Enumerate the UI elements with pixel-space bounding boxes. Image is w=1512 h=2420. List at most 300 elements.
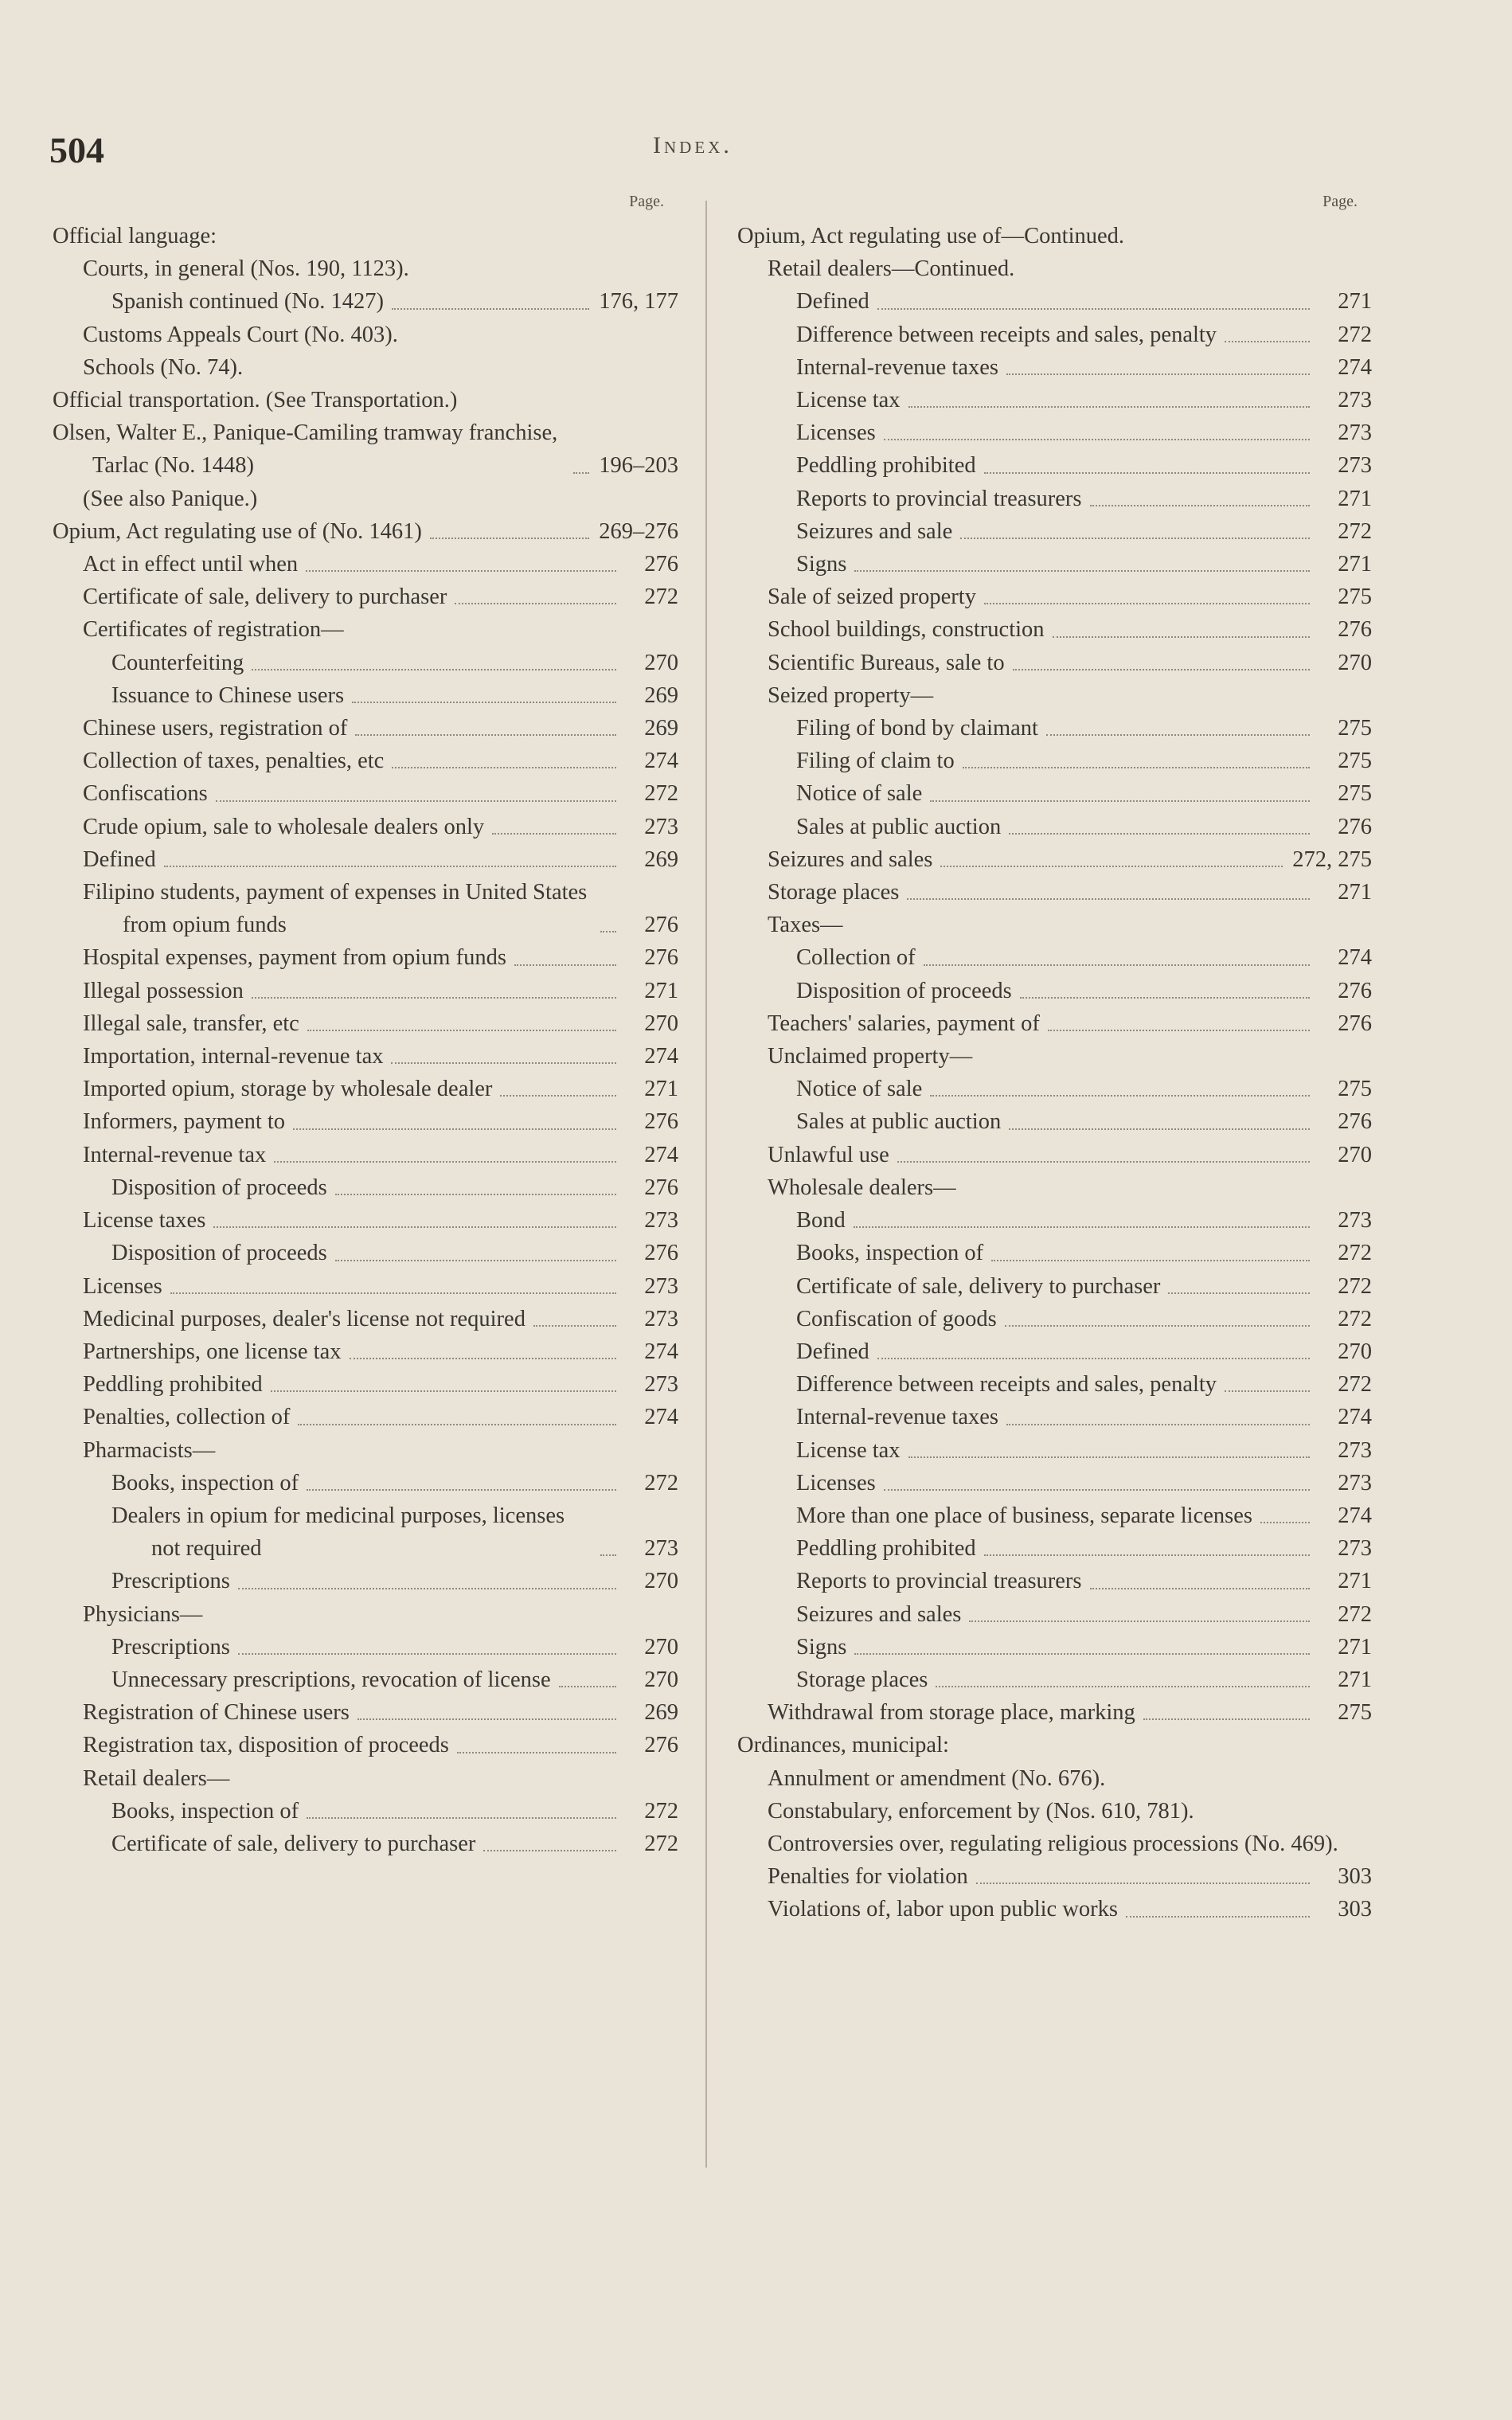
index-entry-text: Notice of sale: [796, 781, 923, 807]
dot-leader: [170, 1292, 616, 1294]
index-entry-text: More than one place of business, separate licenses: [796, 1503, 1252, 1528]
index-entry-text: License tax: [796, 1437, 901, 1463]
index-entry-page: 276: [644, 1109, 678, 1135]
index-entry-text: Prescriptions: [111, 1569, 230, 1594]
index-entry-page: 196–203: [599, 453, 678, 479]
index-entry-page: 272: [1338, 1306, 1372, 1331]
index-entry: [53, 1729, 678, 1761]
index-entry-page: 274: [1338, 354, 1372, 380]
index-entry-page: 303: [1338, 1897, 1372, 1922]
index-entry-text: Physicians—: [83, 1601, 203, 1627]
index-entry-text: Illegal sale, transfer, etc: [83, 1011, 299, 1036]
index-entry: [737, 811, 1372, 843]
index-entry-text: Notice of sale: [796, 1077, 923, 1102]
index-entry-page: 269: [644, 682, 678, 708]
index-entry-text: Withdrawal from storage place, marking: [768, 1700, 1135, 1726]
index-entry-page: 274: [644, 1339, 678, 1364]
index-entry-text: Internal-revenue taxes: [796, 1405, 998, 1430]
dot-leader: [492, 833, 616, 835]
index-entry: [53, 1401, 678, 1433]
index-entry-text: Ordinances, municipal:: [737, 1733, 949, 1758]
index-entry: [737, 941, 1372, 974]
index-entry-text: Customs Appeals Court (No. 403).: [83, 322, 398, 347]
index-entry-text: Official language:: [53, 224, 217, 248]
dot-leader: [1225, 1390, 1310, 1392]
index-entry-page: 271: [1338, 486, 1372, 511]
dot-leader: [455, 603, 616, 604]
dot-leader: [293, 1128, 616, 1130]
index-entry-page: 276: [1338, 617, 1372, 643]
index-entry: [737, 548, 1372, 581]
index-entry-text: Sales at public auction: [796, 814, 1002, 839]
dot-leader: [352, 702, 616, 703]
index-entry-text: Collection of: [796, 945, 916, 971]
index-entry: [737, 1532, 1372, 1565]
dot-leader: [252, 669, 616, 670]
index-entry-text: Peddling prohibited: [83, 1372, 263, 1398]
index-entry-text: Seizures and sales: [796, 1601, 962, 1627]
index-entry-page: 271: [1338, 880, 1372, 905]
dot-leader: [884, 439, 1310, 440]
page-column-label: Page.: [1323, 193, 1358, 210]
index-entry-text: Storage places: [796, 1667, 928, 1692]
index-column-right: [737, 193, 1372, 1926]
index-entry-page: 276: [1338, 978, 1372, 1003]
dot-leader: [271, 1390, 616, 1392]
index-entry-text: Act in effect until when: [83, 552, 299, 577]
index-entry-page: 275: [1338, 781, 1372, 807]
index-entry-page: 274: [644, 1142, 678, 1167]
dot-leader: [307, 1030, 616, 1031]
dot-leader: [1005, 1325, 1310, 1327]
index-entry: [53, 1040, 678, 1073]
dot-leader: [1048, 1030, 1310, 1031]
index-entry-text: Scientific Bureaus, sale to: [768, 650, 1005, 675]
dot-leader: [307, 1489, 616, 1491]
dot-leader: [533, 1325, 616, 1327]
index-entry-page: 275: [1338, 749, 1372, 774]
dot-leader: [274, 1161, 616, 1163]
dot-leader: [930, 1095, 1310, 1097]
index-entry: [737, 1664, 1372, 1696]
index-entry-text: Wholesale dealers—: [768, 1175, 956, 1200]
index-entry: [737, 909, 1372, 941]
index-entry-page: 276: [644, 913, 678, 938]
index-entry: [53, 351, 678, 384]
index-entry: [737, 1696, 1372, 1729]
index-entry-text: Importation, internal-revenue tax: [83, 1044, 384, 1069]
index-entry-text: Confiscations: [83, 781, 208, 807]
index-entry: [737, 351, 1372, 384]
index-entry-text: Opium, Act regulating use of (No. 1461): [53, 518, 422, 544]
index-entry-page: 273: [644, 1208, 678, 1233]
index-entry: [53, 1762, 678, 1795]
index-entry-text: Defined: [796, 1339, 869, 1364]
index-entry: [53, 1664, 678, 1696]
index-entry-page: 272: [644, 1470, 678, 1495]
index-entry: [53, 285, 678, 318]
index-entry-text: Dealers in opium for medicinal purposes, licenses not required: [111, 1503, 565, 1562]
index-entry: [737, 1795, 1372, 1828]
index-entry-page: 275: [1338, 1077, 1372, 1102]
dot-leader: [1126, 1916, 1310, 1918]
index-entry: [737, 1762, 1372, 1795]
index-entry: [53, 1139, 678, 1171]
index-entry-text: Illegal possession: [83, 978, 244, 1003]
index-entry-page: 275: [1338, 1700, 1372, 1726]
index-entry-text: Reports to provincial treasurers: [796, 486, 1082, 511]
index-entry-page: 274: [1338, 1503, 1372, 1528]
index-entry-text: Unnecessary prescriptions, revocation of license: [111, 1667, 551, 1692]
index-entry-text: Official transportation. (See Transportation.): [53, 388, 458, 413]
dot-leader: [216, 800, 616, 802]
index-entry-text: Registration tax, disposition of proceeds: [83, 1733, 449, 1758]
index-entry-text: Sales at public auction: [796, 1109, 1002, 1135]
index-entry-page: 273: [1338, 1536, 1372, 1562]
index-entry: [53, 1303, 678, 1335]
index-entry-page: 276: [644, 1241, 678, 1266]
index-entry-page: 271: [1338, 1569, 1372, 1594]
index-entry: [737, 1631, 1372, 1664]
index-entry: [53, 1696, 678, 1729]
dot-leader: [1090, 1588, 1310, 1589]
index-entry-text: Bond: [796, 1208, 846, 1233]
dot-leader: [897, 1161, 1310, 1163]
index-entry: [737, 1105, 1372, 1138]
index-entry: [53, 1368, 678, 1401]
index-entry-text: Teachers' salaries, payment of: [768, 1011, 1040, 1036]
index-entry-text: Unlawful use: [768, 1142, 889, 1167]
index-entry-page: 272: [1338, 518, 1372, 544]
index-entry-text: Certificate of sale, delivery to purchaser: [796, 1273, 1161, 1299]
index-entry-page: 272: [644, 584, 678, 610]
index-entry: [53, 1828, 678, 1860]
index-entry: [737, 876, 1372, 909]
index-entry-text: Constabulary, enforcement by (Nos. 610, 781).: [768, 1798, 1194, 1824]
dot-leader: [430, 538, 589, 539]
index-entry: [737, 1368, 1372, 1401]
index-entry: [737, 1729, 1372, 1761]
index-entry-page: 272, 275: [1292, 846, 1372, 872]
dot-leader: [1046, 734, 1310, 736]
index-entry: [53, 811, 678, 843]
index-entry-page: 273: [1338, 1470, 1372, 1495]
index-entry-text: Annulment or amendment (No. 676).: [768, 1765, 1106, 1791]
index-entry: [737, 1598, 1372, 1631]
index-entry-page: 273: [1338, 1437, 1372, 1463]
index-entry: [53, 843, 678, 876]
index-entry: [737, 1467, 1372, 1499]
index-entry-text: Disposition of proceeds: [111, 1175, 327, 1200]
index-entry-text: Disposition of proceeds: [111, 1241, 327, 1266]
index-entry-page: 273: [644, 1306, 678, 1331]
dot-leader: [960, 538, 1310, 539]
index-entry: [53, 613, 678, 646]
index-entry-text: Certificate of sale, delivery to purchaser: [111, 1831, 476, 1856]
dot-leader: [335, 1260, 616, 1261]
index-entry-page: 272: [644, 1831, 678, 1856]
dot-leader: [357, 1718, 616, 1720]
index-entry: [737, 712, 1372, 745]
index-entry-text: School buildings, construction: [768, 617, 1045, 643]
index-entry-text: Controversies over, regulating religious processions (No. 469).: [768, 1831, 1338, 1856]
index-entry-text: Disposition of proceeds: [796, 978, 1012, 1003]
index-entry-page: 272: [1338, 1273, 1372, 1299]
index-entry: [53, 548, 678, 581]
index-entry-text: Schools (No. 74).: [83, 354, 244, 380]
index-entry: [737, 1335, 1372, 1368]
index-entry-page: 269: [644, 716, 678, 741]
index-entry-page: 274: [644, 1044, 678, 1069]
dot-leader: [298, 1424, 616, 1425]
index-entry-text: Crude opium, sale to wholesale dealers only: [83, 814, 485, 839]
index-entry: [737, 1499, 1372, 1532]
index-entry-text: Difference between receipts and sales, penalty: [796, 1372, 1217, 1398]
index-entry: [737, 613, 1372, 646]
index-entry: [53, 1237, 678, 1269]
index-entry-page: 273: [644, 1372, 678, 1398]
dot-leader: [924, 964, 1310, 966]
dot-leader: [1009, 833, 1310, 835]
index-entry-text: Filing of bond by claimant: [796, 716, 1038, 741]
index-entry-page: 272: [644, 1798, 678, 1824]
index-entry-page: 269: [644, 846, 678, 872]
dot-leader: [991, 1260, 1310, 1261]
index-entry-text: Difference between receipts and sales, penalty: [796, 322, 1217, 347]
index-entry-page: 273: [1338, 453, 1372, 479]
index-entry: [737, 220, 1372, 252]
dot-leader: [907, 898, 1310, 900]
index-entry-page: 270: [644, 650, 678, 675]
index-entry-page: 176, 177: [599, 289, 678, 315]
index-entry: [737, 1007, 1372, 1040]
index-entry: [53, 483, 678, 515]
index-entry: [53, 1565, 678, 1597]
index-entry-page: 276: [644, 945, 678, 971]
index-entry-text: Informers, payment to: [83, 1109, 286, 1135]
index-entry-text: Reports to provincial treasurers: [796, 1569, 1082, 1594]
dot-leader: [164, 866, 616, 867]
index-entry-text: Licenses: [796, 420, 876, 446]
index-entry: [737, 1893, 1372, 1925]
index-entry-page: 272: [1338, 322, 1372, 347]
index-entry-page: 276: [644, 552, 678, 577]
index-entry: [53, 1631, 678, 1664]
dot-leader: [940, 866, 1283, 867]
index-entry-text: Defined: [796, 289, 869, 315]
index-entry: [53, 1598, 678, 1631]
index-entry-text: Licenses: [83, 1273, 162, 1299]
index-entry: [53, 1007, 678, 1040]
dot-leader: [307, 1817, 616, 1819]
index-entry: [737, 745, 1372, 777]
index-entry: [737, 252, 1372, 285]
index-entry: [737, 449, 1372, 482]
index-entry-text: Signs: [796, 552, 847, 577]
index-entry: [53, 1270, 678, 1303]
index-entry: [53, 679, 678, 712]
dot-leader: [335, 1194, 616, 1195]
dot-leader: [854, 570, 1310, 572]
index-entry-text: Imported opium, storage by wholesale dealer: [83, 1077, 493, 1102]
index-entry-text: Counterfeiting: [111, 650, 244, 675]
index-entry-page: 273: [644, 814, 678, 839]
dot-leader: [252, 997, 616, 999]
index-entry: [737, 1270, 1372, 1303]
dot-leader: [930, 800, 1310, 802]
index-entry: [53, 1499, 678, 1565]
dot-leader: [936, 1686, 1310, 1687]
index-column-left: [53, 193, 678, 1860]
index-entry-page: 272: [1338, 1601, 1372, 1627]
index-entry: [737, 975, 1372, 1007]
index-entry-page: 271: [1338, 289, 1372, 315]
index-entry-page: 273: [644, 1273, 678, 1299]
dot-leader: [483, 1850, 616, 1851]
index-entry: [737, 515, 1372, 548]
index-entry-text: Peddling prohibited: [796, 1536, 976, 1562]
index-entry-text: Seizures and sales: [768, 846, 933, 872]
index-entry: [737, 1204, 1372, 1237]
index-entry-text: Filipino students, payment of expenses in United States from opium funds: [83, 880, 588, 938]
dot-leader: [1013, 669, 1310, 670]
running-title: Index.: [653, 132, 733, 158]
index-entry: [737, 1565, 1372, 1597]
index-entry-page: 272: [1338, 1372, 1372, 1398]
dot-leader: [1260, 1522, 1310, 1523]
index-entry-text: Seized property—: [768, 682, 934, 708]
column-divider: [705, 201, 707, 2168]
index-entry-text: Peddling prohibited: [796, 453, 976, 479]
index-entry-text: Chinese users, registration of: [83, 716, 348, 741]
dot-leader: [350, 1358, 617, 1359]
dot-leader: [600, 1554, 616, 1556]
dot-leader: [306, 570, 616, 572]
index-entry: [53, 220, 678, 252]
index-entry: [737, 319, 1372, 351]
index-entry: [737, 581, 1372, 613]
dot-leader: [984, 1554, 1310, 1556]
index-entry-page: 273: [1338, 1208, 1372, 1233]
index-entry: [53, 1204, 678, 1237]
index-entry: [53, 1795, 678, 1828]
index-entry-page: 270: [644, 1011, 678, 1036]
index-entry-page: 275: [1338, 716, 1372, 741]
index-entry: [53, 1073, 678, 1105]
dot-leader: [559, 1686, 616, 1687]
index-entry-text: Internal-revenue tax: [83, 1142, 267, 1167]
index-entry: [53, 319, 678, 351]
dot-leader: [1009, 1128, 1310, 1130]
index-entry-page: 276: [644, 1175, 678, 1200]
index-entry-page: 276: [1338, 814, 1372, 839]
index-entry-page: 272: [644, 781, 678, 807]
dot-leader: [1006, 1424, 1310, 1425]
index-entry-text: Internal-revenue taxes: [796, 354, 998, 380]
dot-leader: [514, 964, 616, 966]
index-entry: [53, 1105, 678, 1138]
index-entry-text: Retail dealers—: [83, 1765, 230, 1791]
dot-leader: [854, 1226, 1310, 1228]
index-entry: [737, 647, 1372, 679]
index-entry-page: 270: [644, 1634, 678, 1660]
index-entry-text: Certificate of sale, delivery to purchaser: [83, 584, 447, 610]
index-entry-text: Violations of, labor upon public works: [768, 1897, 1118, 1922]
dot-leader: [1090, 505, 1310, 506]
index-entry-page: 270: [1338, 1142, 1372, 1167]
index-entry-text: Penalties, collection of: [83, 1405, 291, 1430]
index-entry: [737, 1401, 1372, 1433]
index-entry: [737, 1860, 1372, 1893]
index-entry-text: License tax: [796, 388, 901, 413]
index-entry-page: 274: [1338, 1405, 1372, 1430]
page-number: 504: [49, 130, 104, 170]
dot-leader: [457, 1752, 616, 1753]
index-entry: [53, 712, 678, 745]
dot-leader: [392, 767, 616, 768]
index-entry-text: Medicinal purposes, dealer's license not required: [83, 1306, 525, 1331]
index-entry-page: 273: [644, 1536, 678, 1562]
index-entries-right: [737, 220, 1372, 1926]
dot-leader: [1006, 373, 1310, 375]
index-entry: [737, 777, 1372, 810]
index-entry: [737, 679, 1372, 712]
index-entry-page: 271: [1338, 1634, 1372, 1660]
index-entry-page: 269–276: [599, 518, 678, 544]
index-entry: [737, 1828, 1372, 1860]
dot-leader: [1225, 341, 1310, 342]
index-entry: [53, 515, 678, 548]
index-entry-page: 273: [1338, 388, 1372, 413]
dot-leader: [238, 1653, 616, 1655]
index-entry: [53, 975, 678, 1007]
index-entry-page: 275: [1338, 584, 1372, 610]
index-entry-text: Partnerships, one license tax: [83, 1339, 342, 1364]
index-entry-page: 276: [1338, 1109, 1372, 1135]
index-entry-text: Issuance to Chinese users: [111, 682, 345, 708]
index-entry-text: Seizures and sale: [796, 518, 953, 544]
index-entry-text: Prescriptions: [111, 1634, 230, 1660]
index-entry: [53, 876, 678, 941]
index-entry-page: 270: [644, 1569, 678, 1594]
index-entry-page: 274: [644, 749, 678, 774]
index-entry-page: 270: [644, 1667, 678, 1692]
index-entry-text: Taxes—: [768, 913, 843, 938]
index-entry-text: Books, inspection of: [111, 1470, 299, 1495]
index-entry-text: Opium, Act regulating use of—Continued.: [737, 224, 1125, 248]
index-entry: [53, 384, 678, 416]
dot-leader: [1168, 1292, 1310, 1294]
index-entry-page: 269: [644, 1700, 678, 1726]
dot-leader: [908, 406, 1310, 408]
index-entry-page: 271: [1338, 552, 1372, 577]
index-entry-text: Courts, in general (Nos. 190, 1123).: [83, 256, 409, 282]
index-entry-text: Pharmacists—: [83, 1437, 216, 1463]
index-entry: [737, 1040, 1372, 1073]
index-entry-text: Licenses: [796, 1470, 876, 1495]
dot-leader: [854, 1653, 1310, 1655]
index-entry-text: Penalties for violation: [768, 1864, 968, 1890]
dot-leader: [976, 1882, 1310, 1884]
dot-leader: [500, 1095, 616, 1097]
index-entry: [53, 1434, 678, 1467]
index-entry-text: Collection of taxes, penalties, etc: [83, 749, 385, 774]
dot-leader: [355, 734, 616, 736]
dot-leader: [877, 1358, 1310, 1359]
index-entry: [53, 777, 678, 810]
index-entry-text: Hospital expenses, payment from opium funds: [83, 945, 506, 971]
dot-leader: [600, 931, 616, 932]
